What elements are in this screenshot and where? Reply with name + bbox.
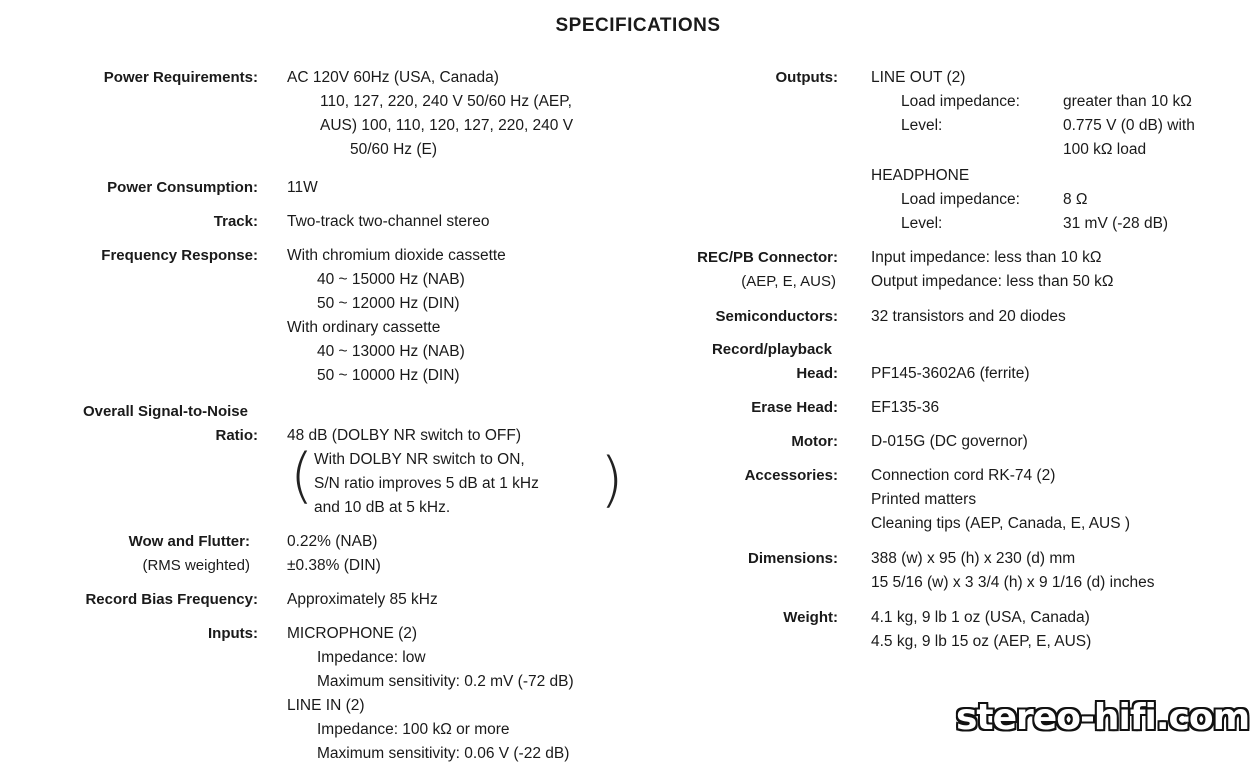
weight-line-2: 4.5 kg, 9 lb 15 oz (AEP, E, AUS)	[871, 633, 1092, 650]
line-out-load-value: greater than 10 kΩ	[1063, 93, 1192, 110]
record-bias-value: Approximately 85 kHz	[287, 591, 438, 608]
rp-head-label-line-1: Record/playback	[711, 341, 832, 358]
frequency-response-line-3: 50 ~ 12000 Hz (DIN)	[317, 295, 460, 312]
line-out-heading: LINE OUT (2)	[871, 69, 966, 86]
line-out-load-label: Load impedance:	[901, 93, 1020, 110]
inputs-line-6: Maximum sensitivity: 0.06 V (-22 dB)	[317, 745, 570, 762]
outputs-label: Outputs:	[775, 69, 838, 86]
frequency-response-line-6: 50 ~ 10000 Hz (DIN)	[317, 367, 460, 384]
headphone-load-label: Load impedance:	[901, 191, 1020, 208]
frequency-response-line-5: 40 ~ 13000 Hz (NAB)	[317, 343, 465, 360]
motor-value: D-015G (DC governor)	[871, 433, 1028, 450]
power-requirements-line-1: AC 120V 60Hz (USA, Canada)	[287, 69, 499, 86]
inputs-line-3: Maximum sensitivity: 0.2 mV (-72 dB)	[317, 673, 574, 690]
power-requirements-line-2: 110, 127, 220, 240 V 50/60 Hz (AEP,	[320, 93, 572, 110]
track-value: Two-track two-channel stereo	[287, 213, 490, 230]
power-requirements-label: Power Requirements:	[103, 69, 258, 86]
frequency-response-line-1: With chromium dioxide cassette	[287, 247, 506, 264]
weight-label: Weight:	[783, 609, 838, 626]
erase-head-label: Erase Head:	[751, 399, 838, 416]
inputs-line-2: Impedance: low	[317, 649, 426, 666]
frequency-response-label: Frequency Response:	[101, 247, 258, 264]
rec-pb-connector-sublabel: (AEP, E, AUS)	[741, 273, 836, 290]
snr-label-line-2: Ratio:	[215, 427, 258, 444]
snr-line-4: and 10 dB at 5 kHz.	[314, 499, 451, 516]
rp-head-label-line-2: Head:	[796, 365, 838, 382]
page-title: SPECIFICATIONS	[555, 15, 721, 36]
snr-line-3: S/N ratio improves 5 dB at 1 kHz	[314, 475, 539, 492]
snr-left-parenthesis: (	[290, 441, 314, 511]
frequency-response-line-2: 40 ~ 15000 Hz (NAB)	[317, 271, 465, 288]
rec-pb-line-1: Input impedance: less than 10 kΩ	[871, 249, 1102, 266]
record-bias-label: Record Bias Frequency:	[85, 591, 258, 608]
inputs-line-5: Impedance: 100 kΩ or more	[317, 721, 510, 738]
motor-label: Motor:	[791, 433, 838, 450]
accessories-line-1: Connection cord RK-74 (2)	[871, 467, 1056, 484]
dimensions-line-2: 15 5/16 (w) x 3 3/4 (h) x 9 1/16 (d) inches	[871, 574, 1155, 591]
power-requirements-line-4: 50/60 Hz (E)	[350, 141, 438, 158]
line-out-level-value-2: 100 kΩ load	[1063, 141, 1147, 158]
track-label: Track:	[213, 213, 258, 230]
inputs-line-1: MICROPHONE (2)	[287, 625, 418, 642]
semiconductors-value: 32 transistors and 20 diodes	[871, 308, 1066, 325]
snr-line-2: With DOLBY NR switch to ON,	[314, 451, 525, 468]
accessories-line-3: Cleaning tips (AEP, Canada, E, AUS )	[871, 515, 1131, 532]
dimensions-line-1: 388 (w) x 95 (h) x 230 (d) mm	[871, 550, 1076, 567]
power-consumption-label: Power Consumption:	[107, 179, 258, 196]
dimensions-label: Dimensions:	[747, 550, 838, 567]
snr-label-line-1: Overall Signal-to-Noise	[82, 403, 248, 420]
snr-line-1: 48 dB (DOLBY NR switch to OFF)	[287, 427, 521, 444]
headphone-heading: HEADPHONE	[871, 167, 970, 184]
headphone-level-label: Level:	[901, 215, 943, 232]
inputs-line-4: LINE IN (2)	[287, 697, 365, 714]
snr-right-parenthesis: )	[600, 445, 624, 515]
accessories-label: Accessories:	[744, 467, 838, 484]
weight-line-1: 4.1 kg, 9 lb 1 oz (USA, Canada)	[871, 609, 1090, 626]
erase-head-value: EF135-36	[871, 399, 940, 416]
wow-flutter-label: Wow and Flutter:	[128, 533, 250, 550]
wow-flutter-sublabel: (RMS weighted)	[142, 557, 250, 574]
line-out-level-label: Level:	[901, 117, 943, 134]
wow-flutter-line-1: 0.22% (NAB)	[287, 533, 378, 550]
rp-head-value: PF145-3602A6 (ferrite)	[871, 365, 1030, 382]
frequency-response-line-4: With ordinary cassette	[287, 319, 441, 336]
power-consumption-value: 11W	[287, 179, 318, 196]
inputs-label: Inputs:	[208, 625, 258, 642]
rec-pb-line-2: Output impedance: less than 50 kΩ	[871, 273, 1114, 290]
line-out-level-value-1: 0.775 V (0 dB) with	[1063, 117, 1195, 134]
watermark-logo: stereo-hifi.com	[956, 697, 1250, 738]
headphone-load-value: 8 Ω	[1063, 191, 1088, 208]
headphone-level-value: 31 mV (-28 dB)	[1063, 215, 1169, 232]
rec-pb-connector-label: REC/PB Connector:	[697, 249, 838, 266]
wow-flutter-line-2: ±0.38% (DIN)	[287, 557, 381, 574]
semiconductors-label: Semiconductors:	[715, 308, 838, 325]
power-requirements-line-3: AUS) 100, 110, 120, 127, 220, 240 V	[320, 117, 574, 134]
accessories-line-2: Printed matters	[871, 491, 977, 508]
